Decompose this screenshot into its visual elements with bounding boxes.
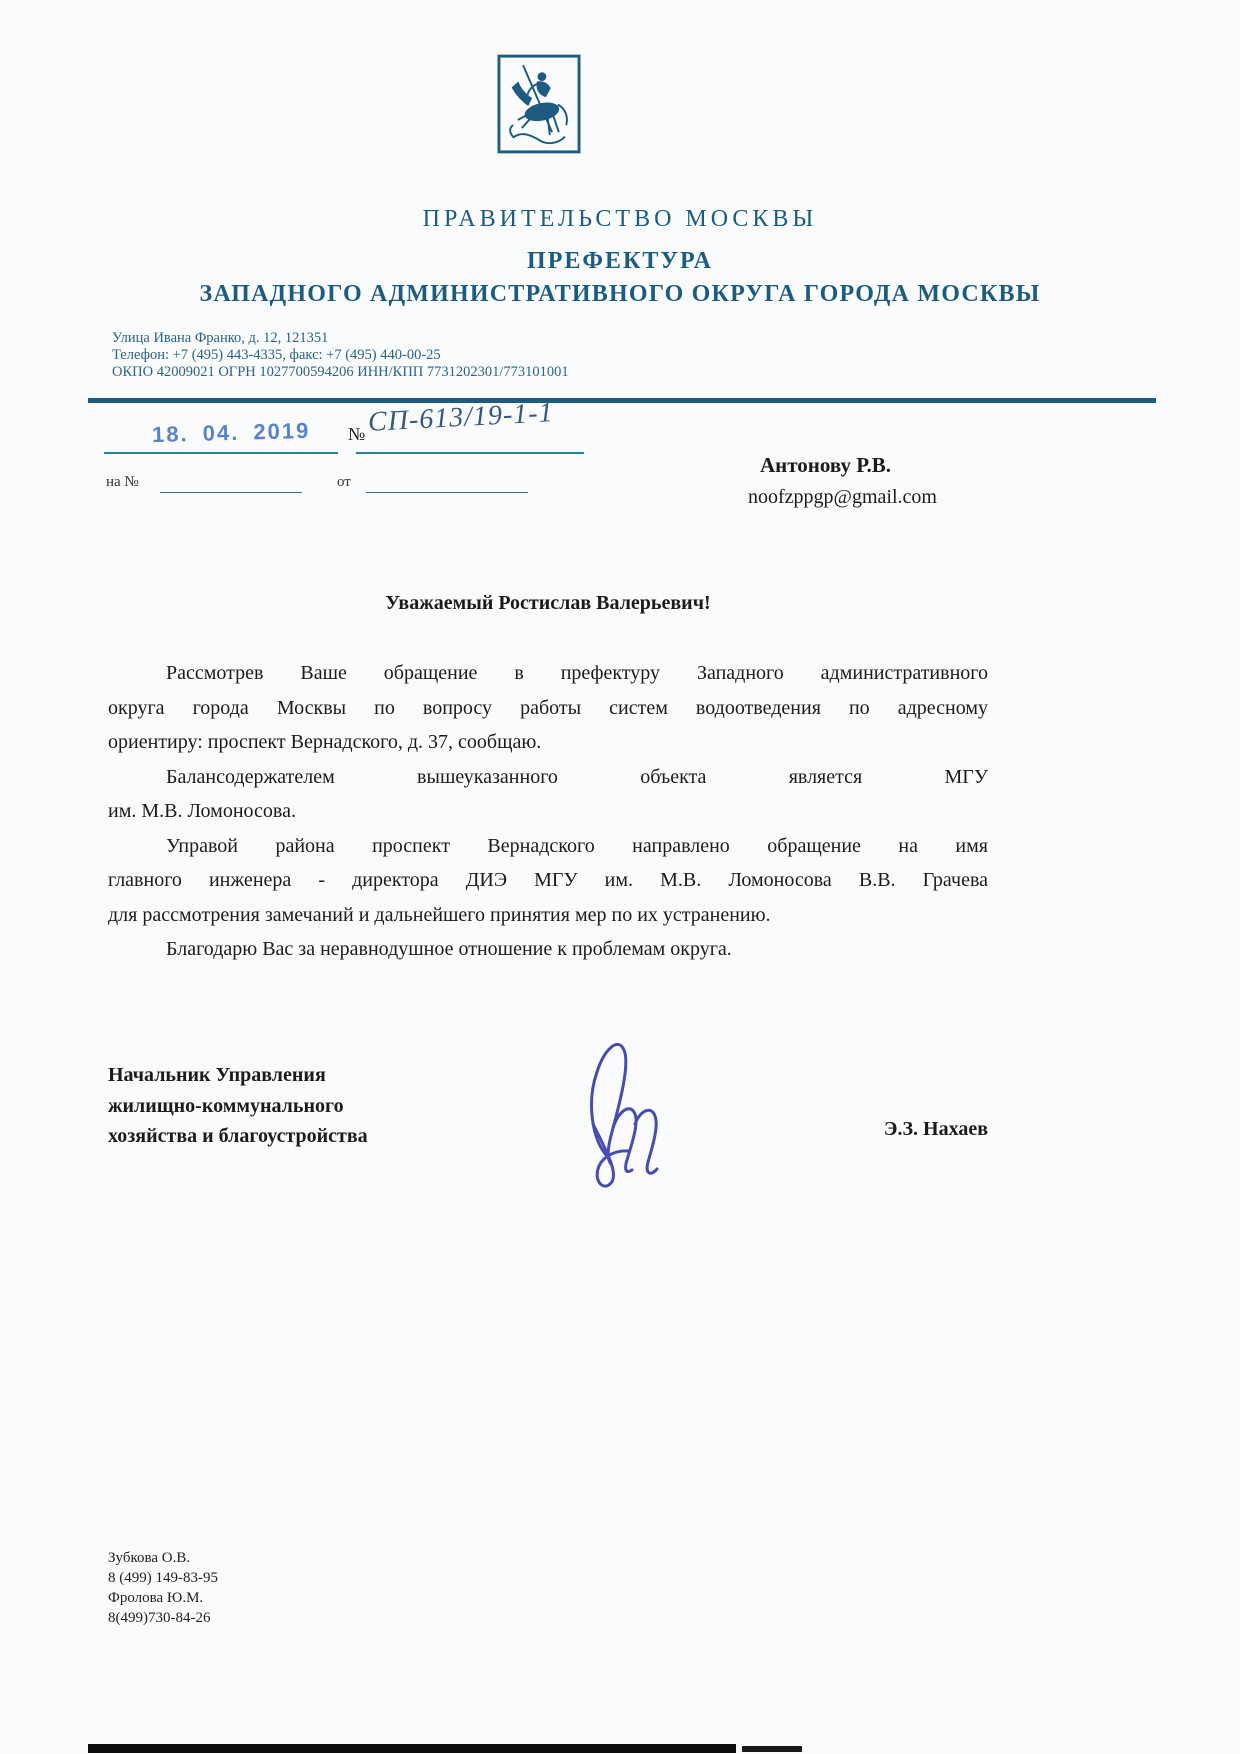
number-underline — [356, 452, 584, 454]
date-stamp: 18. 04. 2019 — [151, 417, 311, 448]
handwritten-number: СП-613/19-1-1 — [367, 397, 555, 438]
body-line: Балансодержателем вышеуказанного объекта является МГУ — [166, 765, 988, 788]
executor-contacts — [108, 1548, 218, 1628]
from-label: от — [337, 474, 351, 490]
executor-name: Фролова Ю.М. — [108, 1590, 204, 1606]
reply-to-underline — [160, 492, 302, 493]
salutation: Уважаемый Ростислав Валерьевич! — [385, 592, 711, 614]
number-prefix: № — [348, 424, 366, 444]
recipient-email: noofzppgp@gmail.com — [748, 486, 937, 508]
body-line: для рассмотрения замечаний и дальнейшего принятия мер по их устранению. — [108, 903, 771, 926]
body-line: Рассмотрев Ваше обращение в префектуру Западного административного — [166, 662, 988, 684]
reply-to-label: на № — [106, 474, 139, 490]
signer-name: Э.З. Нахаев — [883, 1118, 988, 1140]
body-line: главного инженера - директора ДИЭ МГУ им. М.В. Ломоносова В.В. Грачева — [108, 869, 988, 891]
body-line: Управой района проспект Вернадского направлено обращение на имя — [166, 834, 988, 857]
signer-title — [108, 1060, 368, 1152]
org-name-district: ЗАПАДНОГО АДМИНИСТРАТИВНОГО ОКРУГА ГОРОДА МОСКВЫ — [199, 281, 1041, 307]
signer-title-line: Начальник Управления — [108, 1064, 326, 1086]
letterhead-divider — [88, 398, 1156, 403]
org-contact-block — [112, 330, 569, 381]
executor-name: Зубкова О.В. — [108, 1550, 191, 1566]
moscow-coat-of-arms-icon — [497, 54, 581, 154]
org-name-prefecture: ПРЕФЕКТУРА — [527, 248, 713, 274]
org-phone-fax: Телефон: +7 (495) 443-4335, факс: +7 (495) 440-00-25 — [112, 347, 441, 363]
signer-title-line: хозяйства и благоустройства — [108, 1125, 368, 1147]
scan-artifact-bar — [88, 1744, 736, 1753]
org-registration-codes: ОКПО 42009021 ОГРН 1027700594206 ИНН/КПП 7731202301/773101001 — [112, 364, 569, 380]
executor-phone: 8(499)730-84-26 — [108, 1610, 211, 1626]
org-name-government: ПРАВИТЕЛЬСТВО МОСКВЫ — [422, 206, 818, 232]
handwritten-signature-icon — [555, 1028, 705, 1203]
org-address: Улица Ивана Франко, д. 12, 121351 — [112, 330, 329, 346]
from-underline — [366, 492, 528, 493]
signer-title-line: жилищно-коммунального — [108, 1094, 344, 1117]
date-underline — [104, 452, 338, 454]
body-line: Благодарю Вас за неравнодушное отношение к проблемам округа. — [166, 938, 732, 960]
body-line: округа города Москвы по вопросу работы систем водоотведения по адресному — [108, 696, 988, 719]
executor-phone: 8 (499) 149-83-95 — [108, 1570, 218, 1586]
letter-body — [108, 656, 988, 967]
body-line: им. М.В. Ломоносова. — [108, 800, 296, 822]
body-line: ориентиру: проспект Вернадского, д. 37, сообщаю. — [108, 731, 542, 753]
recipient-name: Антонову Р.В. — [760, 453, 891, 477]
scan-artifact-mark — [742, 1746, 802, 1752]
